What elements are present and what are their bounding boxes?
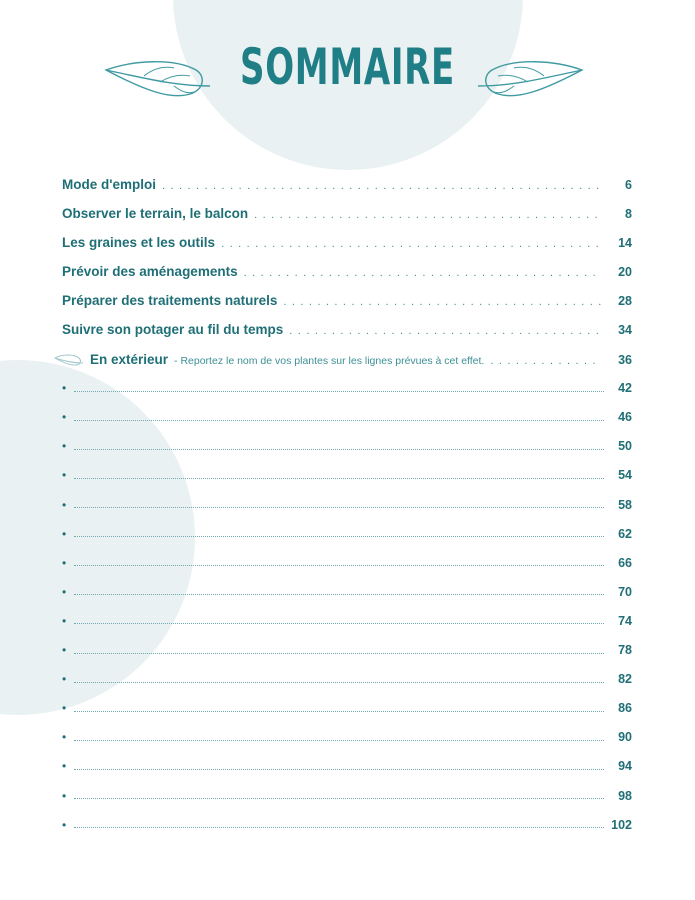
page-number: 98 xyxy=(618,788,632,803)
bullet: • xyxy=(62,497,67,512)
page-number: 70 xyxy=(618,584,632,599)
toc-entry-exterior[interactable] xyxy=(62,345,632,374)
dotted-writing-line[interactable] xyxy=(74,798,604,799)
bullet: • xyxy=(62,526,67,541)
page-number: 74 xyxy=(618,613,632,628)
page-number: 28 xyxy=(618,294,632,309)
plant-name-line[interactable] xyxy=(62,432,632,461)
page-number: 66 xyxy=(618,555,632,570)
bullet: • xyxy=(62,701,67,716)
page-number: 8 xyxy=(625,207,632,222)
dotted-writing-line[interactable] xyxy=(74,623,604,624)
exterior-note: - Reportez le nom de vos plantes sur les lignes prévues à cet effet. xyxy=(174,354,485,367)
plant-name-line[interactable] xyxy=(62,636,632,665)
page-number: 102 xyxy=(611,817,632,832)
toc-entry-label: Suivre son potager au fil du temps xyxy=(62,322,284,338)
page-number: 36 xyxy=(618,352,632,367)
page-number: 6 xyxy=(625,178,632,192)
plant-name-line[interactable] xyxy=(62,403,632,432)
toc-entry[interactable] xyxy=(62,199,632,228)
toc-entries xyxy=(62,170,632,345)
bullet: • xyxy=(62,788,67,803)
page-number: 78 xyxy=(618,643,632,658)
page-number: 14 xyxy=(618,236,632,251)
page-title: SOMMAIRE xyxy=(240,38,455,96)
page-number: 46 xyxy=(618,410,632,425)
plant-name-line[interactable] xyxy=(62,461,632,490)
dotted-writing-line[interactable] xyxy=(74,682,604,683)
toc-entry-label: Prévoir des aménagements xyxy=(62,264,238,280)
bullet: • xyxy=(62,730,67,745)
dot-leader xyxy=(244,259,602,288)
bullet: • xyxy=(62,672,67,687)
bullet: • xyxy=(62,817,67,832)
dotted-writing-line[interactable] xyxy=(74,536,604,537)
plant-name-line[interactable] xyxy=(62,548,632,577)
bullet: • xyxy=(62,381,67,396)
page-number: 62 xyxy=(618,526,632,541)
plant-name-line[interactable] xyxy=(62,606,632,635)
dotted-writing-line[interactable] xyxy=(74,827,604,828)
plant-name-line[interactable] xyxy=(62,490,632,519)
plant-name-line[interactable] xyxy=(62,519,632,548)
toc-entry[interactable] xyxy=(62,286,632,315)
dot-leader xyxy=(221,230,602,259)
bullet: • xyxy=(62,439,67,454)
toc-entry[interactable] xyxy=(62,315,632,344)
bullet: • xyxy=(62,759,67,774)
plant-name-line[interactable] xyxy=(62,810,632,839)
plant-name-line[interactable] xyxy=(62,752,632,781)
plant-name-line[interactable] xyxy=(62,694,632,723)
page-number: 54 xyxy=(618,468,632,483)
bullet: • xyxy=(62,643,67,658)
plant-name-line[interactable] xyxy=(62,781,632,810)
bullet: • xyxy=(62,613,67,628)
table-of-contents xyxy=(62,170,632,839)
dot-leader xyxy=(254,201,602,230)
page-number: 94 xyxy=(618,759,632,774)
page-number: 20 xyxy=(618,265,632,280)
plant-name-line[interactable] xyxy=(62,577,632,606)
bullet: • xyxy=(62,555,67,570)
dotted-writing-line[interactable] xyxy=(74,653,604,654)
bullet: • xyxy=(62,410,67,425)
dotted-writing-line[interactable] xyxy=(74,420,604,421)
plant-name-line[interactable] xyxy=(62,665,632,694)
toc-entry-label: Les graines et les outils xyxy=(62,235,216,251)
page-number: 50 xyxy=(618,439,632,454)
dot-leader xyxy=(289,317,602,346)
dotted-writing-line[interactable] xyxy=(74,507,604,508)
toc-entry-label: Observer le terrain, le balcon xyxy=(62,206,249,222)
toc-entry-label: Mode d'emploi xyxy=(62,177,156,192)
bullet: • xyxy=(62,468,67,483)
dot-leader xyxy=(283,288,602,317)
dot-leader xyxy=(490,347,602,376)
blank-entries xyxy=(62,374,632,840)
page-number: 82 xyxy=(618,672,632,687)
dotted-writing-line[interactable] xyxy=(74,740,604,741)
page-number: 42 xyxy=(618,381,632,396)
plant-name-line[interactable] xyxy=(62,374,632,403)
toc-entry-label: Préparer des traitements naturels xyxy=(62,293,278,309)
dotted-writing-line[interactable] xyxy=(74,565,604,566)
plant-name-line[interactable] xyxy=(62,723,632,752)
bullet: • xyxy=(62,584,67,599)
page-number: 34 xyxy=(618,323,632,338)
page-number: 90 xyxy=(618,730,632,745)
dotted-writing-line[interactable] xyxy=(74,391,604,392)
toc-entry[interactable] xyxy=(62,170,632,199)
dotted-writing-line[interactable] xyxy=(74,769,604,770)
toc-entry[interactable] xyxy=(62,228,632,257)
leaf-icon xyxy=(54,353,84,367)
dotted-writing-line[interactable] xyxy=(74,594,604,595)
dotted-writing-line[interactable] xyxy=(74,711,604,712)
toc-entry[interactable] xyxy=(62,257,632,286)
page-number: 58 xyxy=(618,497,632,512)
dot-leader xyxy=(162,172,602,201)
exterior-title: En extérieur xyxy=(90,351,169,367)
dotted-writing-line[interactable] xyxy=(74,449,604,450)
page-number: 86 xyxy=(618,701,632,716)
dotted-writing-line[interactable] xyxy=(74,478,604,479)
